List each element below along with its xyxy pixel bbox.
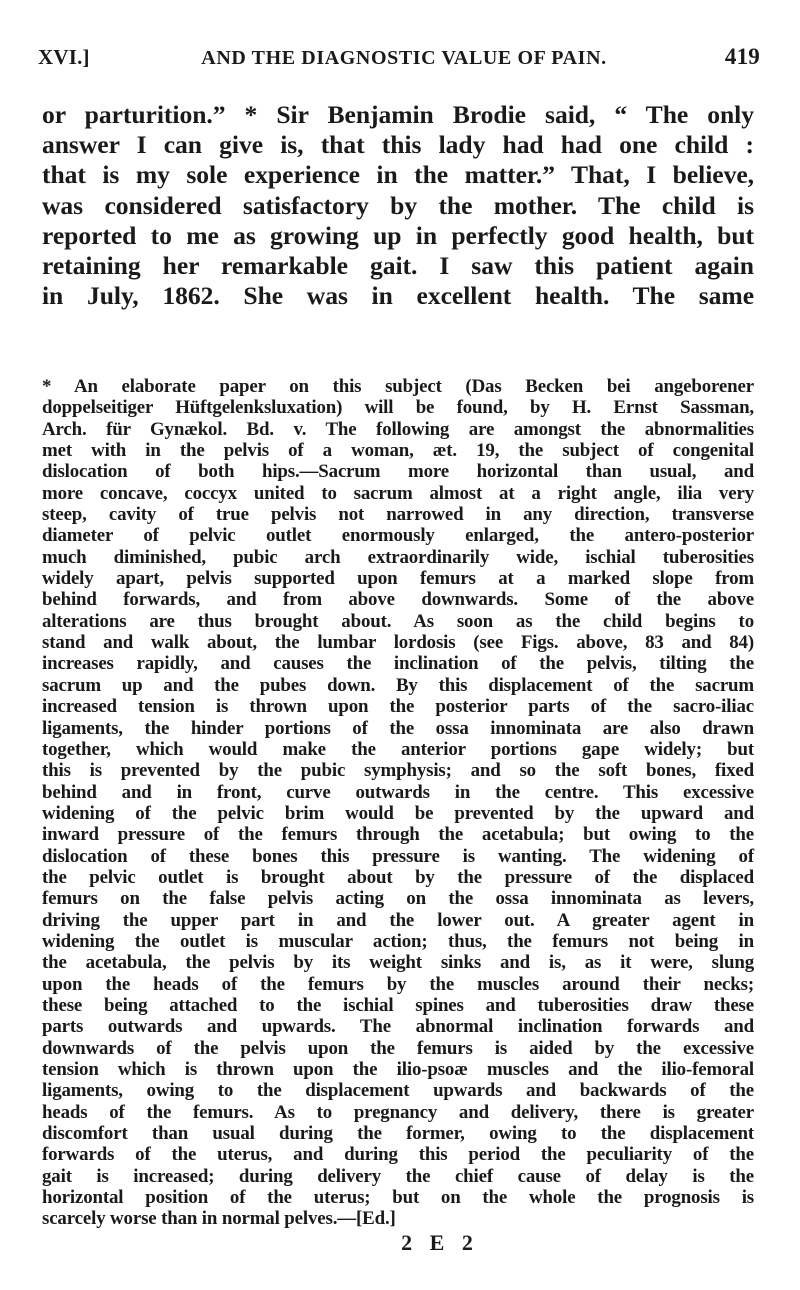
running-head bbox=[38, 44, 760, 78]
footnote-line: gait is increased; during delivery the chief cause of delay is the bbox=[42, 1165, 754, 1187]
footnote-line: discomfort than usual during the former, owing to the displacement bbox=[42, 1123, 754, 1145]
footnote-line: * An elaborate paper on this subject (Das Becken bei angeborener bbox=[42, 376, 754, 397]
footnote-line: diameter of pelvic outlet enormously enlarged, the antero-posterior bbox=[42, 525, 754, 547]
main-text-line: that is my sole experience in the matter.” That, I believe, bbox=[42, 160, 754, 190]
page-number: 419 bbox=[724, 44, 760, 69]
footnote-line: dislocation of these bones this pressure is wanting. The widening of bbox=[42, 845, 754, 867]
footnote-line: inward pressure of the femurs through the acetabula; but owing to the bbox=[42, 824, 754, 846]
footnote-line: widening the outlet is muscular action; thus, the femurs not being in bbox=[42, 930, 754, 952]
footnote-line: the pelvic outlet is brought about by the pressure of the displaced bbox=[42, 866, 754, 888]
running-title: AND THE DIAGNOSTIC VALUE OF PAIN. bbox=[201, 47, 607, 69]
main-text-line: in July, 1862. She was in excellent health. The same bbox=[42, 281, 754, 311]
main-text bbox=[42, 100, 754, 311]
footnote-line: much diminished, pubic arch extraordinarily wide, ischial tuberosities bbox=[42, 546, 754, 568]
footnote-line: doppelseitiger Hüftgelenksluxation) will be found, by H. Ernst Sassman, bbox=[42, 397, 754, 419]
footnote-line: steep, cavity of true pelvis not narrowed in any direction, transverse bbox=[42, 504, 754, 526]
footnote-line: behind and in front, curve outwards in the centre. This excessive bbox=[42, 781, 754, 803]
footnote-line: increased tension is thrown upon the posterior parts of the sacro-iliac bbox=[42, 696, 754, 718]
main-text-line: or parturition.” * Sir Benjamin Brodie said, “ The only bbox=[42, 100, 754, 129]
footnote-line: scarcely worse than in normal pelves.—[Ed.] bbox=[42, 1208, 396, 1230]
footnote-line: dislocation of both hips.—Sacrum more horizontal than usual, and bbox=[42, 461, 754, 483]
main-text-line: reported to me as growing up in perfectly good health, but bbox=[42, 220, 754, 250]
footnote-line: together, which would make the anterior portions gape widely; but bbox=[42, 738, 754, 760]
footnote-line: sacrum up and the pubes down. By this displacement of the sacrum bbox=[42, 674, 754, 696]
footnote-line: downwards of the pelvis upon the femurs is aided by the excessive bbox=[42, 1037, 754, 1059]
footnote-line: stand and walk about, the lumbar lordosis (see Figs. above, 83 and 84) bbox=[42, 632, 754, 654]
footnote-line: increases rapidly, and causes the inclination of the pelvis, tilting the bbox=[42, 653, 754, 675]
footnote-line: these being attached to the ischial spines and tuberosities draw these bbox=[42, 994, 754, 1016]
footnote-line: widely apart, pelvis supported upon femurs at a marked slope from bbox=[42, 568, 754, 590]
footnote-line: femurs on the false pelvis acting on the ossa innominata as levers, bbox=[42, 888, 754, 910]
footnote-line: the acetabula, the pelvis by its weight sinks and is, as it were, slung bbox=[42, 952, 754, 974]
footnote-line: driving the upper part in and the lower out. A greater agent in bbox=[42, 909, 754, 931]
footnote-line: upon the heads of the femurs by the muscles around their necks; bbox=[42, 973, 754, 995]
main-text-line: was considered satisfactory by the mother. The child is bbox=[42, 190, 754, 220]
footnote-line: met with in the pelvis of a woman, æt. 19, the subject of congenital bbox=[42, 440, 754, 462]
footnote-line: behind forwards, and from above downwards. Some of the above bbox=[42, 589, 754, 611]
footnote-line: parts outwards and upwards. The abnormal inclination forwards and bbox=[42, 1016, 754, 1038]
footnote-line: horizontal position of the uterus; but on the whole the prognosis is bbox=[42, 1187, 754, 1209]
footnote-line: forwards of the uterus, and during this period the peculiarity of the bbox=[42, 1144, 754, 1166]
footnote-line: alterations are thus brought about. As soon as the child begins to bbox=[42, 610, 754, 632]
footnote-line: more concave, coccyx united to sacrum almost at a right angle, ilia very bbox=[42, 482, 754, 504]
footnote-line: widening of the pelvic brim would be prevented by the upward and bbox=[42, 802, 754, 824]
footnote-line: tension which is thrown upon the ilio-psoæ muscles and the ilio-femoral bbox=[42, 1059, 754, 1080]
chapter-number: XVI.] bbox=[38, 45, 90, 69]
main-text-line: retaining her remarkable gait. I saw this patient again bbox=[42, 251, 754, 281]
footnote-line: ligaments, the hinder portions of the ossa innominata are also drawn bbox=[42, 717, 754, 739]
footnote-line: this is prevented by the pubic symphysis; and so the soft bones, fixed bbox=[42, 760, 754, 782]
footnote-line: heads of the femurs. As to pregnancy and delivery, there is greater bbox=[42, 1101, 754, 1123]
main-text-line: answer I can give is, that this lady had had one child : bbox=[42, 130, 754, 160]
footnote bbox=[42, 376, 754, 1230]
footnote-line: ligaments, owing to the displacement upwards and backwards of the bbox=[42, 1080, 754, 1102]
footnote-line: Arch. für Gynækol. Bd. v. The following are amongst the abnormalities bbox=[42, 418, 754, 440]
signature-mark: 2 E 2 bbox=[401, 1230, 479, 1255]
